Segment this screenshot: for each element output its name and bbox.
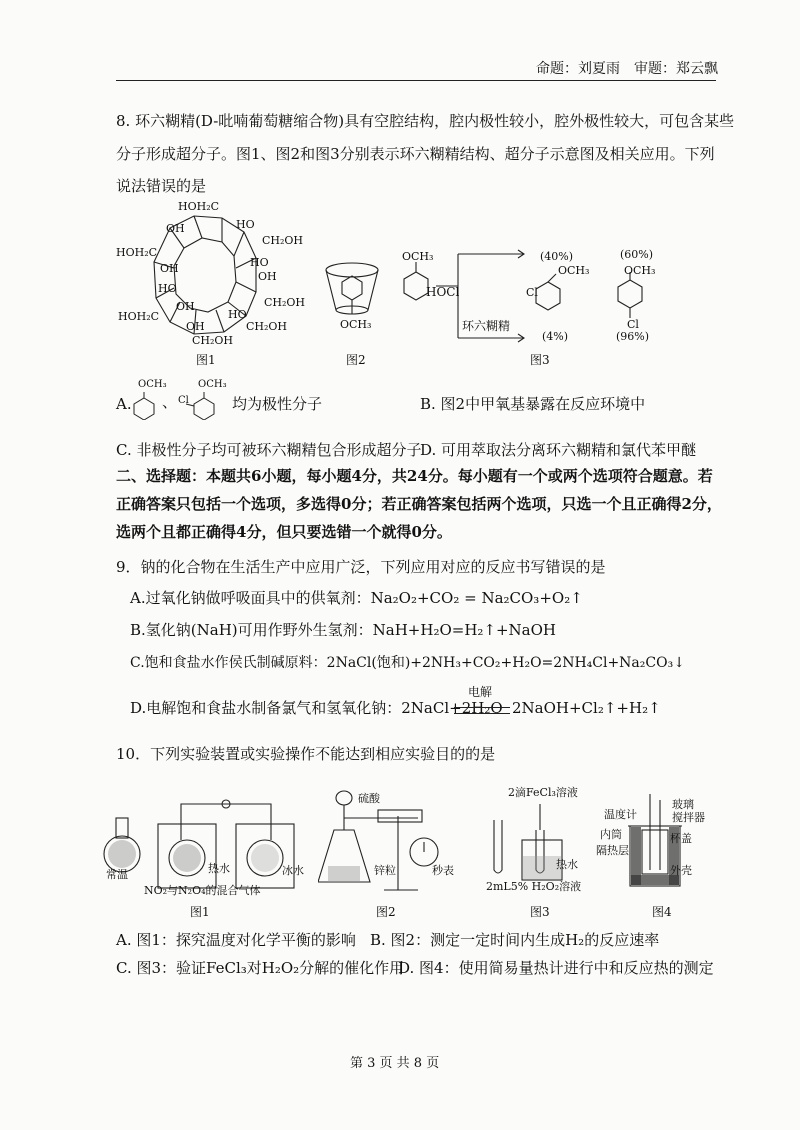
q10-option-b: B. 图2：测定一定时间内生成H₂的反应速率 (370, 931, 660, 949)
q10-fig4-stirrer1: 玻璃 (672, 798, 694, 811)
q10-fig2-acid: 硫酸 (358, 792, 380, 805)
fig3-ortho-sub: OCH₃ (558, 264, 590, 277)
q10-figure3-apparatus (484, 800, 584, 890)
fig1-label-15: CH₂OH (192, 334, 234, 347)
fig3-para-sub: OCH₃ (624, 264, 656, 277)
section2-line1: 二、选择题：本题共6小题，每小题4分，共24分。每小题有一个或两个选项符合题意。若 (116, 467, 713, 485)
fig1-label-9: CH₂OH (264, 296, 306, 309)
q10-fig1-hot-water: 热水 (208, 862, 230, 875)
q10-fig4-stirrer2: 搅拌器 (672, 811, 705, 824)
section2-line3: 选两个且都正确得4分，但只要选错一个就得0分。 (116, 523, 452, 541)
q10-fig2-zinc: 锌粒 (374, 864, 396, 877)
q8-option-a-sub1: OCH₃ (138, 379, 167, 390)
q10-fig1-room-temp: 常温 (106, 868, 128, 881)
q9-option-d-condition: 电解 (468, 685, 493, 699)
q10-figure1-apparatus (100, 790, 315, 898)
q8-option-b: B. 图2中甲氧基暴露在反应环境中 (420, 395, 646, 413)
fig3-condition: 环六糊精 (462, 319, 511, 333)
q10-option-d: D. 图4：使用简易量热计进行中和反应热的测定 (398, 959, 714, 977)
fig3-reactant-sub: OCH₃ (402, 250, 434, 263)
fig1-label-10: HOH₂C (118, 310, 160, 323)
fig1-label-12: HO (228, 308, 247, 321)
q9-option-d-right: 2NaOH+Cl₂↑+H₂↑ (512, 699, 661, 717)
q10-fig1-caption: 图1 (190, 905, 210, 919)
q10-fig1-gas: NO₂与N₂O₄的混合气体 (144, 884, 261, 897)
q10-option-a: A. 图1：探究温度对化学平衡的影响 (116, 931, 356, 949)
q10-option-c: C. 图3：验证FeCl₃对H₂O₂分解的催化作用 (116, 959, 405, 977)
fig1-label-6: HO (250, 256, 269, 269)
q8-option-a-separator: 、 (162, 393, 178, 411)
fig1-label-3: CH₂OH (262, 234, 304, 247)
footer-page-number: 第 3 页 共 8 页 (350, 1056, 440, 1071)
header-authors: 命题：刘夏雨 审题：郑云飘 (536, 61, 718, 77)
fig3-pct-para-top: (60%) (620, 248, 654, 261)
q10-fig4-shell: 外壳 (670, 864, 692, 877)
q10-fig4-inner: 内筒 (600, 828, 622, 841)
q9-stem: 9．钠的化合物在生活生产中应用广泛，下列应用对应的反应书写错误的是 (116, 558, 606, 576)
fig1-label-5: OH (160, 262, 179, 275)
q9-option-a: A.过氧化钠做呼吸面具中的供氧剂：Na₂O₂+CO₂ = Na₂CO₃+O₂↑ (130, 589, 583, 607)
fig1-label-4: HOH₂C (116, 246, 158, 259)
fig1-caption: 图1 (196, 353, 216, 367)
fig3-para-cl: Cl (627, 318, 639, 331)
fig3-pct-ortho-top: (40%) (540, 250, 574, 263)
fig1-label-1: OH (166, 222, 185, 235)
q10-fig3-hot-water: 热水 (556, 858, 578, 871)
fig1-label-7: OH (258, 270, 277, 283)
fig1-label-8: HO (158, 282, 177, 295)
q10-figure2-apparatus (318, 786, 458, 896)
q8-option-a-cl: Cl (178, 395, 189, 406)
q10-fig4-insulation: 隔热层 (596, 844, 629, 857)
q9-option-c: C.饱和食盐水作侯氏制碱原料：2NaCl(饱和)+2NH₃+CO₂+H₂O=2NH₄Cl+Na₂CO₃↓ (130, 655, 685, 671)
q8-stem-line3: 说法错误的是 (116, 177, 207, 195)
q9-option-d-left: D.电解饱和食盐水制备氯气和氢氧化钠：2NaCl+2H₂O (130, 699, 503, 717)
q8-option-c: C. 非极性分子均可被环六糊精包合形成超分子 (116, 441, 422, 459)
q10-fig2-timer: 秒表 (432, 864, 454, 877)
q10-fig1-ice-water: 冰水 (282, 864, 304, 877)
q10-fig4-thermometer: 温度计 (604, 808, 637, 821)
q8-option-d: D. 可用萃取法分离环六糊精和氯代苯甲醚 (420, 441, 697, 459)
fig3-ortho-cl: Cl (526, 286, 538, 299)
q10-fig3-caption: 图3 (530, 905, 550, 919)
fig1-label-11: OH (176, 300, 195, 313)
q8-option-a-sub2: OCH₃ (198, 379, 227, 390)
q9-option-d-equals (454, 707, 510, 714)
q10-stem: 10．下列实验装置或实验操作不能达到相应实验目的的是 (116, 745, 496, 763)
header-rule (116, 80, 716, 81)
q8-option-a-prefix: A. (116, 395, 132, 413)
fig3-reagent: HOCl (426, 285, 460, 299)
fig3-caption: 图3 (530, 353, 550, 367)
fig3-pct-para-bottom: (96%) (616, 330, 650, 343)
q10-fig3-solution: 2mL5% H₂O₂溶液 (486, 880, 582, 893)
fig1-label-13: CH₂OH (246, 320, 288, 333)
fig2-substituent: OCH₃ (340, 318, 372, 331)
q10-fig4-caption: 图4 (652, 905, 672, 919)
q8-stem-line2: 分子形成超分子。图1、图2和图3分别表示环六糊精结构、超分子示意图及相关应用。下列 (116, 145, 715, 163)
section2-line2: 正确答案只包括一个选项，多选得0分；若正确答案包括两个选项，只选一个且正确得2分， (116, 495, 722, 513)
q8-option-a: 均为极性分子 (232, 395, 323, 413)
fig3-pct-ortho-bottom: (4%) (542, 330, 569, 343)
q10-fig4-lid: 杯盖 (670, 832, 692, 845)
q9-option-b: B.氢化钠(NaH)可用作野外生氢剂：NaH+H₂O=H₂↑+NaOH (130, 621, 556, 639)
fig1-label-0: HOH₂C (178, 200, 220, 213)
q8-stem-line1: 8. 环六糊精(D-吡喃葡萄糖缩合物)具有空腔结构，腔内极性较小，腔外极性较大，可包含某些 (116, 112, 735, 130)
fig1-label-2: HO (236, 218, 255, 231)
q10-fig3-reagent: 2滴FeCl₃溶液 (508, 786, 578, 799)
fig2-caption: 图2 (346, 353, 366, 367)
q10-fig2-caption: 图2 (376, 905, 396, 919)
fig1-label-14: OH (186, 320, 205, 333)
